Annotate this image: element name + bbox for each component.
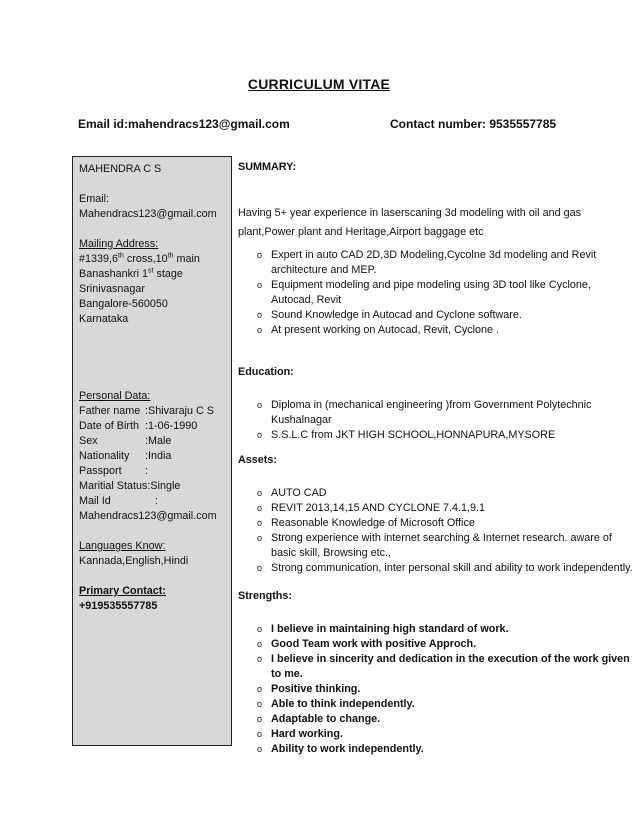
bullet-icon: o — [257, 744, 263, 754]
bullet-icon: o — [257, 250, 263, 260]
bullet-icon: o — [257, 624, 263, 634]
bullet-icon: o — [257, 503, 263, 513]
list-item: o Diploma in (mechanical engineering )from Government Polytechnic Kushalnagar — [257, 399, 592, 426]
list-item: o Positive thinking. — [257, 683, 361, 695]
bullet-icon: o — [257, 729, 263, 739]
summary-heading: SUMMARY: — [238, 161, 297, 173]
list-item: o Able to think independently. — [257, 698, 415, 710]
mailing-address-heading: Mailing Address: — [79, 238, 159, 250]
mail-id-value: Mahendracs123@gmail.com — [79, 510, 217, 522]
bullet-icon: o — [257, 310, 263, 320]
summary-list — [238, 248, 634, 338]
education-list — [238, 398, 634, 443]
sidebar-panel — [72, 156, 232, 746]
sidebar-email-value: Mahendracs123@gmail.com — [79, 208, 217, 220]
personal-row: Sex :Male — [79, 435, 172, 447]
personal-row: Passport : — [79, 465, 148, 477]
personal-row: Father name :Shivaraju C S — [79, 405, 215, 417]
bullet-icon: o — [257, 639, 263, 649]
address-line-5: Karnataka — [79, 313, 129, 325]
bullet-icon: o — [257, 533, 263, 543]
bullet-icon: o — [257, 714, 263, 724]
list-item: o Adaptable to change. — [257, 713, 381, 725]
list-item: o Ability to work independently. — [257, 743, 424, 755]
list-item: o REVIT 2013,14,15 AND CYCLONE 7.4.1,9.1 — [257, 502, 486, 514]
list-item: o Hard working. — [257, 728, 343, 740]
address-line-4: Bangalore-560050 — [79, 298, 168, 310]
list-item: o AUTO CAD — [257, 487, 327, 499]
languages-heading: Languages Know: — [79, 540, 166, 552]
education-heading: Education: — [238, 366, 294, 378]
personal-row: Date of Birth :1-06-1990 — [79, 420, 198, 432]
assets-heading: Assets: — [238, 454, 278, 466]
primary-contact-heading: Primary Contact: — [79, 585, 166, 597]
list-item: o I believe in sincerity and dedication in the execution of the work given to me. — [257, 653, 630, 680]
summary-text: Having 5+ year experience in laserscaning 3d modeling with oil and gas plant,Power plant and Heritage,Airport baggage etc — [238, 207, 582, 238]
bullet-icon: o — [257, 488, 263, 498]
document-title: CURRICULUM VITAE — [247, 76, 391, 92]
bullet-icon: o — [257, 563, 263, 573]
languages-value: Kannada,English,Hindi — [79, 555, 189, 567]
list-item: o Strong communication, inter personal skill and ability to work independently. — [257, 562, 633, 574]
strengths-heading: Strengths: — [238, 590, 292, 602]
header-email: Email id:mahendracs123@gmail.com — [78, 117, 290, 131]
list-item: o Reasonable Knowledge of Microsoft Office — [257, 517, 475, 529]
list-item: o Strong experience with internet searching & Internet research. aware of basic skill, Browsing etc., — [257, 532, 612, 559]
personal-data-heading: Personal Data: — [79, 390, 151, 402]
list-item: o S.S.L.C from JKT HIGH SCHOOL,HONNAPURA,MYSORE — [257, 429, 556, 441]
address-line-3: Srinivasnagar — [79, 283, 146, 295]
personal-row: Nationality :India — [79, 450, 172, 462]
bullet-icon: o — [257, 280, 263, 290]
bullet-icon: o — [257, 684, 263, 694]
address-line-1: #1339,6th cross,10th main — [79, 252, 200, 265]
bullet-icon: o — [257, 699, 263, 709]
list-item: o Expert in auto CAD 2D,3D Modeling,Cycolne 3d modeling and Revit architecture and MEP. — [257, 249, 597, 276]
sidebar-email-label: Email: — [79, 193, 109, 205]
strengths-list — [238, 622, 634, 757]
address-line-2: Banashankri 1st stage — [79, 267, 183, 280]
marital-status: Maritial Status:Single — [79, 480, 181, 492]
bullet-icon: o — [257, 325, 263, 335]
primary-contact-value: +919535557785 — [79, 600, 158, 612]
bullet-icon: o — [257, 518, 263, 528]
main-content — [238, 160, 634, 757]
candidate-name: MAHENDRA C S — [79, 163, 162, 175]
list-item: o Sound Knowledge in Autocad and Cyclone software. — [257, 309, 522, 321]
bullet-icon: o — [257, 430, 263, 440]
list-item: o At present working on Autocad, Revit, Cyclone . — [257, 324, 500, 336]
list-item: o Good Team work with positive Approch. — [257, 638, 477, 650]
header-contact-number: Contact number: 9535557785 — [390, 117, 557, 131]
assets-list — [238, 486, 634, 576]
list-item: o Equipment modeling and pipe modeling using 3D tool like Cyclone, Autocad, Revit — [257, 279, 591, 306]
bullet-icon: o — [257, 400, 263, 410]
list-item: o I believe in maintaining high standard of work. — [257, 623, 509, 635]
bullet-icon: o — [257, 654, 263, 664]
mail-id-row: Mail Id : — [79, 495, 158, 507]
